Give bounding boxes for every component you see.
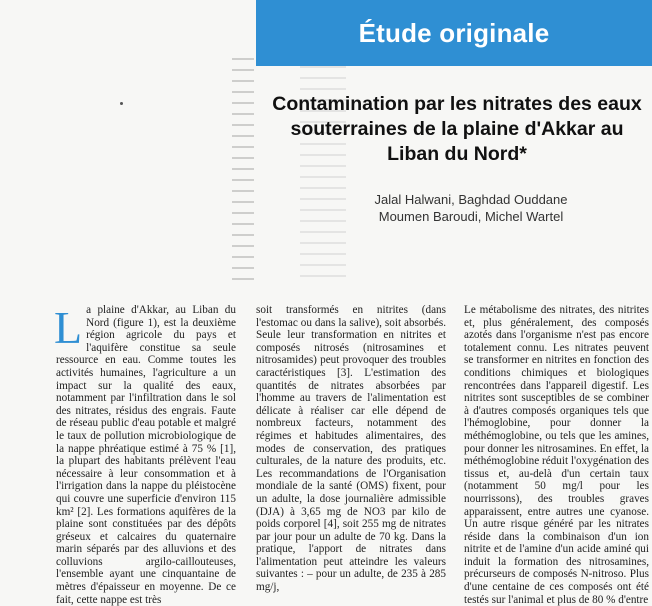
column-2-text: soit transformés en nitrites (dans l'estomac ou dans la salive), soit absorbés. Seule leur transformation en nitrites et composés nitrosés (nitrosamines et nitrosamides) peut provoquer des troubles caractéristiques [3]. L'estimation des quantités de nitrates absorbées par l'homme au travers de l'alimentation est délicate à réaliser car elle dépend de nombreux facteurs, notamment des régimes et habitudes alimentaires, des modes de conservation, des pratiques culturales, de la nature des produits, etc. Les recommandations de l'Organisation mondiale de la santé (OMS) fixent, pour un adulte, la dose journalière admissible (DJA) à 3,65 mg de NO3 par kilo de poids corporel [4], soit 255 mg de nitrates par jour pour un adulte de 70 kg. Dans la pratique, l'apport de nitrates dans l'alimentation peut atteindre les valeurs suivantes : – pour un adulte, de 235 à 285 mg/j, — [256, 304, 446, 594]
article-title: Contamination par les nitrates des eaux souterraines de la plaine d'Akkar au Liban du Nord* — [272, 93, 642, 165]
section-label: Étude originale — [358, 18, 550, 48]
text-column-3 — [464, 304, 649, 606]
speck — [120, 102, 123, 105]
author-list — [340, 191, 602, 225]
authors-line-2: Moumen Baroudi, Michel Wartel — [378, 209, 564, 224]
drop-cap: L — [54, 302, 83, 353]
section-banner — [256, 0, 652, 66]
bleed-through-text — [232, 58, 254, 300]
column-1-text: a plaine d'Akkar, au Liban du Nord (figure 1), est la deuxième région agricole du pays et l'aquifère constitue sa seule ressource en eau. Comme toutes les activités humaines, l'agriculture a un impact sur la qualité des eaux, notamment par l'infiltration dans le sol des nitrates, résidus des engrais. Faute de réseau public d'eau potable et malgré le taux de pollution microbiologique de la nappe phréatique estimé à 75 % [1], la plupart des habitants prélèvent l'eau nécessaire à leur consommation et à l'irrigation dans la nappe du pléistocène qui couvre une superficie d'environ 115 km² [2]. Les formations aquifères de la plaine sont constituées par des dépôts gréseux et calcaires du quaternaire marin séparés par des alluvions et des colluvions argilo-caillouteuses, l'ensemble ayant une cinquantaine de mètres d'épaisseur en moyenne. De ce fait, cette nappe est très — [56, 304, 236, 606]
text-column-1 — [56, 304, 236, 606]
authors-line-1: Jalal Halwani, Baghdad Ouddane — [374, 192, 568, 207]
column-3-text: Le métabolisme des nitrates, des nitrites et, plus généralement, des composés azotés dans l'organisme n'est pas encore totalement connu. Les nitrates peuvent se transformer en nitrites en fonction des conditions chimiques et biologiques rencontrées dans l'appareil digestif. Les nitrites sont susceptibles de se combiner à d'autres composés organiques tels que l'hémoglobine, pour donner la méthémoglobine, ou tels que les amines, pour donner les nitrosamines. En effet, la méthémoglobine réduit l'oxygénation des tissus et, au-delà d'un certain taux (notamment 50 mg/l pour les nourrissons), des troubles graves apparaissent, entre autres une cyanose. Un autre risque généré par les nitrates réside dans la combinaison d'un ion nitrite et de l'amine d'un acide aminé qui induit la formation des nitrosamines, précurseurs de composés N-nitroso. Plus d'une centaine de ces composés ont été testés sur l'animal et plus de 80 % d'entre — [464, 304, 650, 606]
text-column-2 — [256, 304, 446, 594]
